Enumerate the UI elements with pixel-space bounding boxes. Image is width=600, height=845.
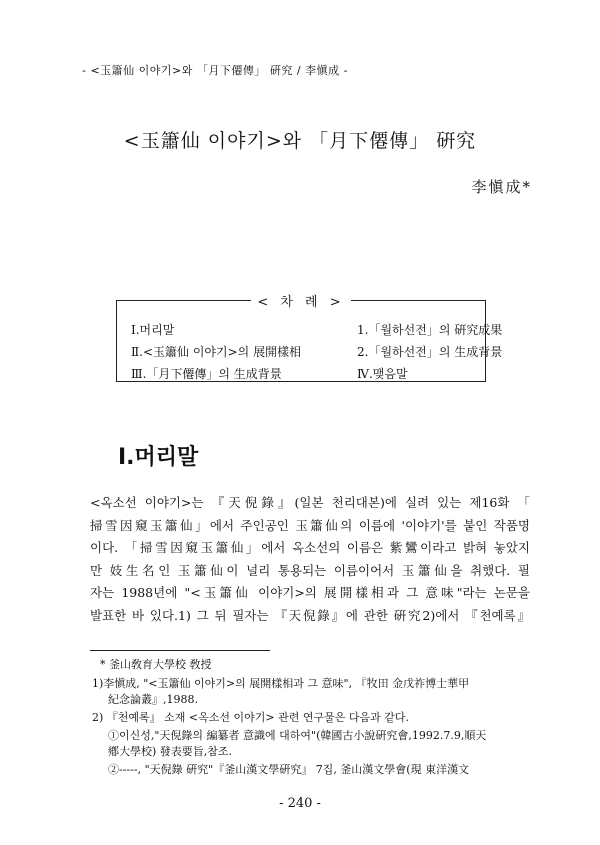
footnote: 2) 『천예록』 소재 <옥소선 이야기> 관련 연구물은 다음과 같다. [92, 711, 409, 724]
toc-item: Ⅱ.<玉簫仙 이야기>의 展開樣相 [131, 345, 302, 359]
page-number: - 240 - [279, 796, 321, 811]
article-title: <玉簫仙 이야기>와 「月下僊傳」 硏究 [123, 130, 477, 152]
footnote: 1)李愼成, "<玉簫仙 이야기>의 展開樣相과 그 意味", 『牧田 金戊祚博士華甲 [92, 677, 470, 690]
footnote-divider [90, 650, 270, 651]
toc-item: Ⅲ.「月下僊傳」의 生成背景 [131, 367, 282, 381]
toc-item: Ⅰ.머리말 [131, 323, 175, 337]
table-of-contents [116, 295, 503, 382]
toc-item: Ⅳ.맺음말 [357, 367, 408, 381]
footnote-affiliation: * 釜山敎育大學校 敎授 [100, 658, 212, 671]
body-line: 이다. 「掃雪因窺玉簫仙」에서 옥소선의 이름은 紫鸞이라고 밝혀 놓았지 [90, 540, 530, 555]
footnote: ②-----, "天倪錄 硏究"『釜山漢文學硏究』 7집, 釜山漢文學會(現 東洋漢文 [108, 763, 470, 776]
body-line: 掃雪因窺玉簫仙」에서 주인공인 玉簫仙의 이름에 '이야기'를 붙인 작품명 [90, 517, 530, 533]
body-line: 자는 1988년에 "<玉簫仙 이야기>의 展開樣相과 그 意味"라는 논문을 [90, 585, 530, 600]
toc-item: 1.「월하선전」의 硏究成果 [357, 323, 503, 337]
footnote: 紀念論叢』,1988. [108, 693, 198, 706]
toc-heading: < 차 례 > [117, 291, 485, 310]
body-line: 발표한 바 있다.1) 그 뒤 필자는 『天倪錄』에 관한 硏究2)에서 『천예록』 [90, 607, 530, 623]
toc-item: 2.「월하선전」의 生成背景 [357, 345, 503, 359]
body-line: <옥소선 이야기>는 『天倪錄』(일본 천리대본)에 실려 있는 제16화 「 [90, 495, 530, 510]
section-heading: Ⅰ.머리말 [118, 445, 199, 470]
body-paragraph [90, 492, 530, 627]
running-head: - <玉簫仙 이야기>와 「月下僊傳」 硏究 / 李愼成 - [82, 64, 349, 77]
footnote: ①이신성,"天倪錄의 編纂者 意識에 대하여"(韓國古小說硏究會,1992.7.9,順天 [108, 729, 487, 742]
footnote: 鄕大學校) 發表要旨,참조. [108, 745, 233, 758]
author-name: 李愼成* [471, 178, 532, 196]
body-line: 만 妓生名인 玉簫仙이 널리 통용되는 이름이어서 玉簫仙을 취했다. 필 [90, 562, 530, 578]
